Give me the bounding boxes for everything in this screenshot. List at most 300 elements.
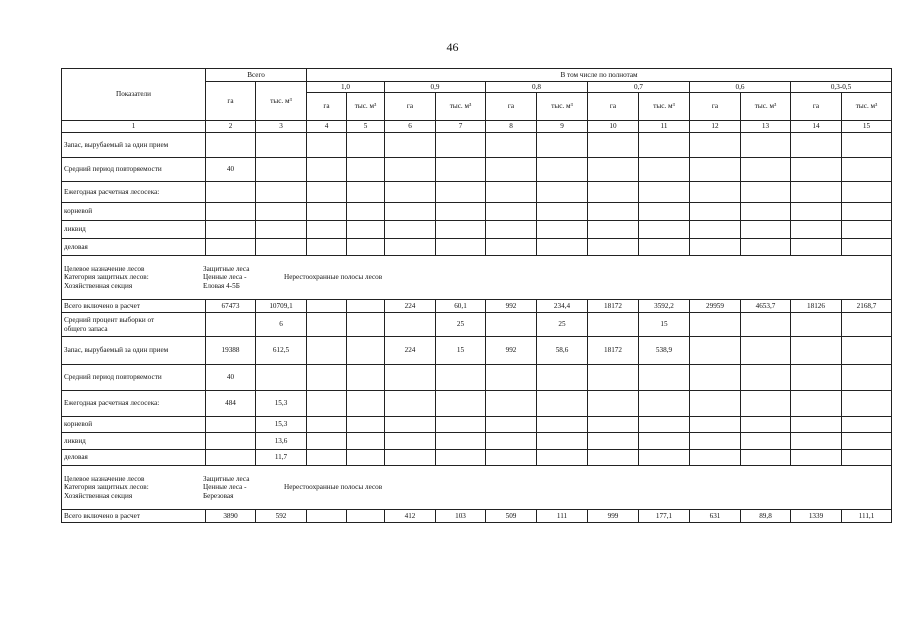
info-category-extra: Нерестоохранные полосы лесов (284, 483, 383, 492)
table-cell (347, 133, 385, 158)
table-cell (307, 510, 347, 523)
header-unit-ha: га (486, 93, 537, 121)
table-cell: 19388 (206, 337, 256, 365)
table-cell (307, 300, 347, 313)
table-row (62, 300, 892, 313)
table-cell (385, 182, 436, 203)
table-cell (588, 450, 639, 466)
table-cell (206, 417, 256, 433)
info-category-val: Ценные леса - (203, 483, 247, 492)
table-cell: 25 (436, 313, 486, 337)
table-cell (639, 450, 690, 466)
table-cell (842, 133, 892, 158)
table-cell (347, 417, 385, 433)
table-cell (537, 158, 588, 182)
table-cell (307, 313, 347, 337)
table-row (62, 313, 892, 337)
table-cell (639, 391, 690, 417)
table-cell (842, 239, 892, 256)
info-line (64, 273, 889, 282)
table-cell (791, 433, 842, 450)
header-density-4: 0,7 (588, 82, 690, 93)
table-cell: 15,3 (256, 391, 307, 417)
table-cell (690, 450, 741, 466)
header-density-2: 0,9 (385, 82, 486, 93)
table-cell (385, 221, 436, 239)
row-label-line: Средний процент выборки от (64, 315, 155, 324)
table-cell (741, 365, 791, 391)
table-cell (347, 313, 385, 337)
table-cell (385, 433, 436, 450)
header-unit-m3: тыс. м³ (741, 93, 791, 121)
table-row (62, 158, 892, 182)
row-label: корневой (62, 203, 206, 221)
table-cell (639, 365, 690, 391)
table-cell (307, 158, 347, 182)
info-category-key: Категория защитных лесов: (64, 273, 149, 282)
table-cell (486, 313, 537, 337)
table-cell: 25 (537, 313, 588, 337)
table-cell (347, 337, 385, 365)
table-cell (537, 433, 588, 450)
info-section-val: Еловая 4-5Б (203, 281, 240, 290)
table-cell: 15,3 (256, 417, 307, 433)
info-purpose-key: Целевое назначение лесов (64, 264, 145, 273)
info-line (64, 282, 889, 291)
row-label (62, 313, 206, 337)
table-cell (741, 391, 791, 417)
table-cell (486, 433, 537, 450)
table-cell: 2168,7 (842, 300, 892, 313)
table-cell (206, 450, 256, 466)
table-row (62, 337, 892, 365)
table-cell (588, 313, 639, 337)
table-cell (588, 239, 639, 256)
header-unit-m3: тыс. м³ (639, 93, 690, 121)
table-row (62, 182, 892, 203)
table-cell (639, 417, 690, 433)
info-line (64, 265, 889, 274)
table-cell: 111,1 (842, 510, 892, 523)
table-cell (385, 450, 436, 466)
table-cell (639, 203, 690, 221)
table-cell (256, 221, 307, 239)
table-row (62, 365, 892, 391)
table-cell (206, 221, 256, 239)
table-cell (842, 365, 892, 391)
table-cell (690, 391, 741, 417)
table-cell (307, 221, 347, 239)
table-cell (741, 203, 791, 221)
table-cell: 13,6 (256, 433, 307, 450)
forest-info-block (62, 256, 892, 300)
table-cell (791, 391, 842, 417)
table-cell (347, 450, 385, 466)
table-cell (347, 433, 385, 450)
table-cell (791, 337, 842, 365)
table-row (62, 450, 892, 466)
table-cell: 103 (436, 510, 486, 523)
table-cell (791, 239, 842, 256)
table-row (62, 133, 892, 158)
table-cell: 224 (385, 300, 436, 313)
table-cell: 3890 (206, 510, 256, 523)
header-unit-ha: га (791, 93, 842, 121)
info-section-key: Хозяйственная секция (64, 281, 133, 290)
table-cell (307, 182, 347, 203)
table-cell (486, 203, 537, 221)
info-line (64, 483, 889, 492)
table-cell (436, 391, 486, 417)
table-cell (741, 337, 791, 365)
table-cell: 234,4 (537, 300, 588, 313)
table-cell: 6 (256, 313, 307, 337)
header-total: Всего (206, 69, 307, 82)
table-cell (347, 182, 385, 203)
table-cell (307, 450, 347, 466)
table-cell (256, 133, 307, 158)
table-cell (690, 239, 741, 256)
table-cell (690, 158, 741, 182)
page-number: 46 (446, 40, 459, 54)
row-label: ликвид (62, 221, 206, 239)
table-cell: 992 (486, 337, 537, 365)
table-cell (307, 133, 347, 158)
table-cell (791, 203, 842, 221)
table-cell (588, 433, 639, 450)
table-cell: 631 (690, 510, 741, 523)
table-cell (690, 313, 741, 337)
table-cell (256, 239, 307, 256)
table-cell: 10709,1 (256, 300, 307, 313)
header-unit-ha: га (690, 93, 741, 121)
table-cell (256, 158, 307, 182)
table-cell (206, 133, 256, 158)
table-cell (486, 365, 537, 391)
info-category-key: Категория защитных лесов: (64, 483, 149, 492)
header-unit-m3: тыс. м³ (436, 93, 486, 121)
table-cell: 3592,2 (639, 300, 690, 313)
table-cell (842, 182, 892, 203)
info-line (64, 475, 889, 484)
table-cell (639, 158, 690, 182)
table-cell (347, 391, 385, 417)
table-cell (588, 133, 639, 158)
table-cell (385, 417, 436, 433)
header-density-5: 0,6 (690, 82, 791, 93)
table-cell: 89,8 (741, 510, 791, 523)
table-cell (347, 221, 385, 239)
table-cell (639, 221, 690, 239)
column-number: 10 (588, 121, 639, 133)
table-cell (690, 337, 741, 365)
header-density-6: 0,3-0,5 (791, 82, 892, 93)
table-cell (690, 365, 741, 391)
table-cell (588, 417, 639, 433)
table-cell: 40 (206, 365, 256, 391)
table-cell (436, 158, 486, 182)
column-number: 2 (206, 121, 256, 133)
table-cell (307, 417, 347, 433)
table-cell (588, 182, 639, 203)
table-cell (385, 313, 436, 337)
table-cell (256, 203, 307, 221)
table-cell (436, 203, 486, 221)
column-number: 14 (791, 121, 842, 133)
table-cell (307, 365, 347, 391)
table-cell (206, 313, 256, 337)
header-unit-ha: га (307, 93, 347, 121)
header-unit-m3: тыс. м³ (537, 93, 588, 121)
table-cell (486, 221, 537, 239)
info-section-key: Хозяйственная секция (64, 491, 133, 500)
column-number: 11 (639, 121, 690, 133)
table-cell (741, 221, 791, 239)
table-row (62, 417, 892, 433)
table-cell (791, 158, 842, 182)
table-cell (385, 158, 436, 182)
table-cell (537, 133, 588, 158)
table-row (62, 391, 892, 417)
table-cell (791, 365, 842, 391)
table-row (62, 203, 892, 221)
table-cell: 999 (588, 510, 639, 523)
table-cell (436, 450, 486, 466)
table-cell (486, 417, 537, 433)
table-cell: 224 (385, 337, 436, 365)
table-cell (256, 365, 307, 391)
table-cell: 992 (486, 300, 537, 313)
info-category-val: Ценные леса - (203, 273, 247, 282)
column-number: 13 (741, 121, 791, 133)
table-cell: 412 (385, 510, 436, 523)
table-cell (206, 182, 256, 203)
table-cell (486, 182, 537, 203)
header-unit-ha: га (385, 93, 436, 121)
column-number: 5 (347, 121, 385, 133)
table-cell (385, 365, 436, 391)
forest-info-block (62, 466, 892, 510)
column-number: 4 (307, 121, 347, 133)
row-label: Средний период повторяемости (62, 365, 206, 391)
header-density-3: 0,8 (486, 82, 588, 93)
table-cell (690, 221, 741, 239)
table-cell: 177,1 (639, 510, 690, 523)
info-line (64, 492, 889, 501)
table-cell (842, 391, 892, 417)
row-label: Ежегодная расчетная лесосека: (62, 182, 206, 203)
table-cell (690, 203, 741, 221)
header-unit-m3: тыс. м³ (842, 93, 892, 121)
row-label: деловая (62, 450, 206, 466)
table-row (62, 239, 892, 256)
table-cell (842, 203, 892, 221)
header-indicators: Показатели (62, 69, 206, 121)
column-number: 1 (62, 121, 206, 133)
table-cell: 67473 (206, 300, 256, 313)
table-cell (347, 365, 385, 391)
table-cell (206, 239, 256, 256)
table-cell (347, 203, 385, 221)
table-cell (537, 417, 588, 433)
header-total-m3: тыс. м³ (256, 82, 307, 121)
table-cell: 18172 (588, 337, 639, 365)
table-cell (741, 313, 791, 337)
table-cell (588, 365, 639, 391)
table-cell (385, 133, 436, 158)
table-cell (690, 417, 741, 433)
table-cell (486, 450, 537, 466)
table-cell: 15 (436, 337, 486, 365)
table-cell (436, 133, 486, 158)
info-purpose-val: Защитные леса (203, 474, 250, 483)
table-cell: 40 (206, 158, 256, 182)
table-cell (537, 365, 588, 391)
table-cell (347, 239, 385, 256)
table-cell (436, 365, 486, 391)
table-cell (842, 313, 892, 337)
table-cell (791, 417, 842, 433)
table-cell (436, 239, 486, 256)
table-cell (741, 450, 791, 466)
table-cell (741, 433, 791, 450)
info-row (62, 466, 892, 510)
row-label: Запас, вырубаемый за один прием (62, 133, 206, 158)
table-cell (741, 158, 791, 182)
table-cell: 592 (256, 510, 307, 523)
table-cell (436, 433, 486, 450)
table-cell: 484 (206, 391, 256, 417)
column-number: 8 (486, 121, 537, 133)
info-purpose-val: Защитные леса (203, 264, 250, 273)
table-cell: 29959 (690, 300, 741, 313)
table-cell (385, 203, 436, 221)
row-label: корневой (62, 417, 206, 433)
row-label: ликвид (62, 433, 206, 450)
table-cell (347, 510, 385, 523)
table-cell (791, 450, 842, 466)
table-cell (791, 313, 842, 337)
table-cell (537, 221, 588, 239)
table-cell (486, 391, 537, 417)
table-cell (741, 239, 791, 256)
column-number: 7 (436, 121, 486, 133)
info-row (62, 256, 892, 300)
table-cell (256, 182, 307, 203)
row-label: Всего включено в расчет (62, 510, 206, 523)
table-cell (347, 300, 385, 313)
table-cell (791, 133, 842, 158)
header-unit-m3: тыс. м³ (347, 93, 385, 121)
table-cell (537, 203, 588, 221)
table-cell (842, 221, 892, 239)
table-cell (639, 182, 690, 203)
table-cell (486, 239, 537, 256)
table-cell (307, 337, 347, 365)
table-cell (588, 221, 639, 239)
table-cell (436, 221, 486, 239)
table-cell: 1339 (791, 510, 842, 523)
table-cell (842, 433, 892, 450)
table-cell (537, 450, 588, 466)
row-label: Всего включено в расчет (62, 300, 206, 313)
table-cell (307, 239, 347, 256)
header-total-ha: га (206, 82, 256, 121)
table-cell (639, 239, 690, 256)
table-cell (588, 203, 639, 221)
info-section-val: Березовая (203, 491, 234, 500)
column-number: 12 (690, 121, 741, 133)
header-density-1: 1,0 (307, 82, 385, 93)
table-cell (206, 203, 256, 221)
table-cell (842, 337, 892, 365)
table-cell (486, 133, 537, 158)
table-cell (842, 417, 892, 433)
table-cell (537, 391, 588, 417)
table-cell (486, 158, 537, 182)
table-cell (385, 239, 436, 256)
table-cell (690, 133, 741, 158)
table-cell (385, 391, 436, 417)
table-cell: 538,9 (639, 337, 690, 365)
table-cell: 15 (639, 313, 690, 337)
table-cell (307, 391, 347, 417)
table-cell: 18172 (588, 300, 639, 313)
table-cell (436, 182, 486, 203)
table-cell (791, 221, 842, 239)
table-row (62, 221, 892, 239)
table-cell: 509 (486, 510, 537, 523)
forest-table (61, 68, 892, 523)
row-label: Ежегодная расчетная лесосека: (62, 391, 206, 417)
table-cell (639, 433, 690, 450)
table-cell (639, 133, 690, 158)
table-cell: 111 (537, 510, 588, 523)
row-label: Запас, вырубаемый за один прием (62, 337, 206, 365)
column-number: 6 (385, 121, 436, 133)
row-label: деловая (62, 239, 206, 256)
table-cell (690, 433, 741, 450)
table-cell (741, 133, 791, 158)
column-number: 9 (537, 121, 588, 133)
table-cell (791, 182, 842, 203)
info-purpose-key: Целевое назначение лесов (64, 474, 145, 483)
column-number: 3 (256, 121, 307, 133)
table-cell (206, 433, 256, 450)
header-by-density: В том числе по полнотам (307, 69, 892, 82)
table-row (62, 433, 892, 450)
table-cell (588, 391, 639, 417)
column-number: 15 (842, 121, 892, 133)
table-cell (307, 203, 347, 221)
table-row (62, 510, 892, 523)
table-cell: 60,1 (436, 300, 486, 313)
table-cell (537, 239, 588, 256)
table-cell: 11,7 (256, 450, 307, 466)
table-cell (741, 417, 791, 433)
table-cell: 18126 (791, 300, 842, 313)
table-cell (537, 182, 588, 203)
table-cell: 4653,7 (741, 300, 791, 313)
table-cell (307, 433, 347, 450)
table-cell: 612,5 (256, 337, 307, 365)
table-cell (741, 182, 791, 203)
table-cell (842, 450, 892, 466)
table-cell (842, 158, 892, 182)
table-cell: 58,6 (537, 337, 588, 365)
info-category-extra: Нерестоохранные полосы лесов (284, 273, 383, 282)
table-cell (347, 158, 385, 182)
